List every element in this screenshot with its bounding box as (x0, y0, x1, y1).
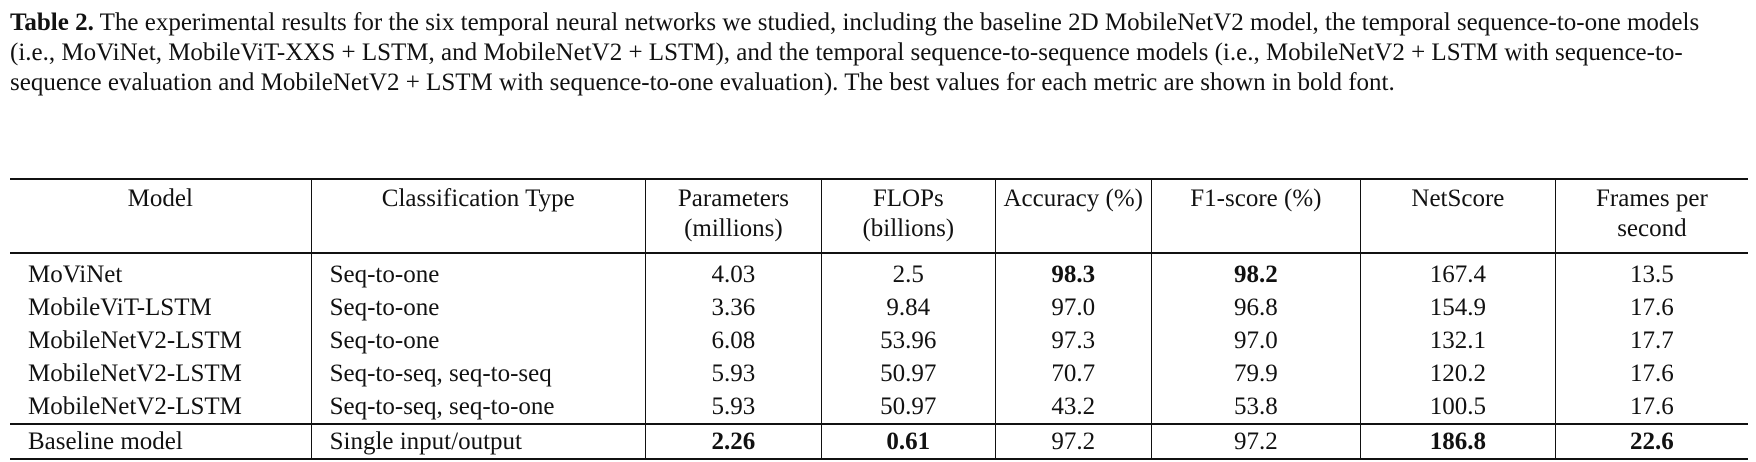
table-row-baseline (10, 424, 1748, 459)
cell-fps: 17.6 (1555, 291, 1748, 324)
header-parameters: Parameters (millions) (645, 179, 821, 253)
header-row (10, 179, 1748, 253)
cell-parameters: 5.93 (645, 357, 821, 390)
table-caption (10, 8, 1748, 98)
table-row (10, 253, 1748, 291)
header-fps: Frames per second (1555, 179, 1748, 253)
caption-label: Table 2. (10, 9, 94, 36)
cell-classification-type: Seq-to-seq, seq-to-seq (311, 357, 645, 390)
table-row (10, 390, 1748, 424)
cell-model: MoViNet (28, 261, 123, 288)
cell-parameters: 2.26 (645, 424, 821, 459)
cell-accuracy: 70.7 (995, 357, 1151, 390)
header-accuracy: Accuracy (%) (995, 179, 1151, 253)
table-row (10, 357, 1748, 390)
table-row (10, 291, 1748, 324)
cell-netscore: 186.8 (1361, 424, 1556, 459)
cell-accuracy: 97.3 (995, 324, 1151, 357)
cell-f1-score: 97.2 (1151, 424, 1360, 459)
cell-f1-score: 79.9 (1151, 357, 1360, 390)
cell-parameters: 4.03 (645, 253, 821, 291)
cell-model: Baseline model (28, 428, 183, 455)
cell-f1-score: 97.0 (1151, 324, 1360, 357)
results-table (10, 178, 1748, 460)
cell-fps: 22.6 (1555, 424, 1748, 459)
cell-model: MobileNetV2-LSTM (28, 327, 242, 354)
cell-accuracy: 43.2 (995, 390, 1151, 424)
cell-parameters: 5.93 (645, 390, 821, 424)
header-f1-score: F1-score (%) (1151, 179, 1360, 253)
cell-flops: 0.61 (821, 424, 995, 459)
cell-flops: 50.97 (821, 390, 995, 424)
cell-accuracy: 98.3 (995, 253, 1151, 291)
cell-accuracy: 97.0 (995, 291, 1151, 324)
cell-flops: 53.96 (821, 324, 995, 357)
cell-model: MobileViT-LSTM (28, 294, 212, 321)
cell-classification-type: Single input/output (311, 424, 645, 459)
cell-model: MobileNetV2-LSTM (28, 360, 242, 387)
header-flops: FLOPs (billions) (821, 179, 995, 253)
cell-fps: 13.5 (1555, 253, 1748, 291)
cell-classification-type: Seq-to-one (311, 291, 645, 324)
cell-fps: 17.6 (1555, 390, 1748, 424)
cell-parameters: 3.36 (645, 291, 821, 324)
cell-classification-type: Seq-to-one (311, 253, 645, 291)
cell-f1-score: 53.8 (1151, 390, 1360, 424)
cell-flops: 2.5 (821, 253, 995, 291)
cell-flops: 9.84 (821, 291, 995, 324)
cell-fps: 17.6 (1555, 357, 1748, 390)
cell-classification-type: Seq-to-seq, seq-to-one (311, 390, 645, 424)
cell-netscore: 100.5 (1361, 390, 1556, 424)
cell-accuracy: 97.2 (995, 424, 1151, 459)
cell-fps: 17.7 (1555, 324, 1748, 357)
table-row (10, 324, 1748, 357)
cell-parameters: 6.08 (645, 324, 821, 357)
cell-f1-score: 98.2 (1151, 253, 1360, 291)
cell-netscore: 120.2 (1361, 357, 1556, 390)
header-model: Model (127, 185, 193, 212)
cell-flops: 50.97 (821, 357, 995, 390)
caption-text: The experimental results for the six temporal neural networks we studied, including the baseline 2D MobileNetV2 model, the temporal sequence-to-one models (i.e., MoViNet, MobileViT-XXS + LSTM, and MobileNetV2 + LSTM), and the temporal sequence-to-sequence models (i.e., MobileNetV2 + LSTM with sequence-to-sequence evaluation and MobileNetV2 + LSTM with sequence-to-one evaluation). The best values for each metric are shown in bold font. (10, 9, 1700, 96)
cell-netscore: 167.4 (1361, 253, 1556, 291)
header-netscore: NetScore (1361, 179, 1556, 253)
cell-classification-type: Seq-to-one (311, 324, 645, 357)
cell-netscore: 132.1 (1361, 324, 1556, 357)
header-classification-type: Classification Type (311, 179, 645, 253)
cell-netscore: 154.9 (1361, 291, 1556, 324)
cell-model: MobileNetV2-LSTM (28, 393, 242, 420)
cell-f1-score: 96.8 (1151, 291, 1360, 324)
